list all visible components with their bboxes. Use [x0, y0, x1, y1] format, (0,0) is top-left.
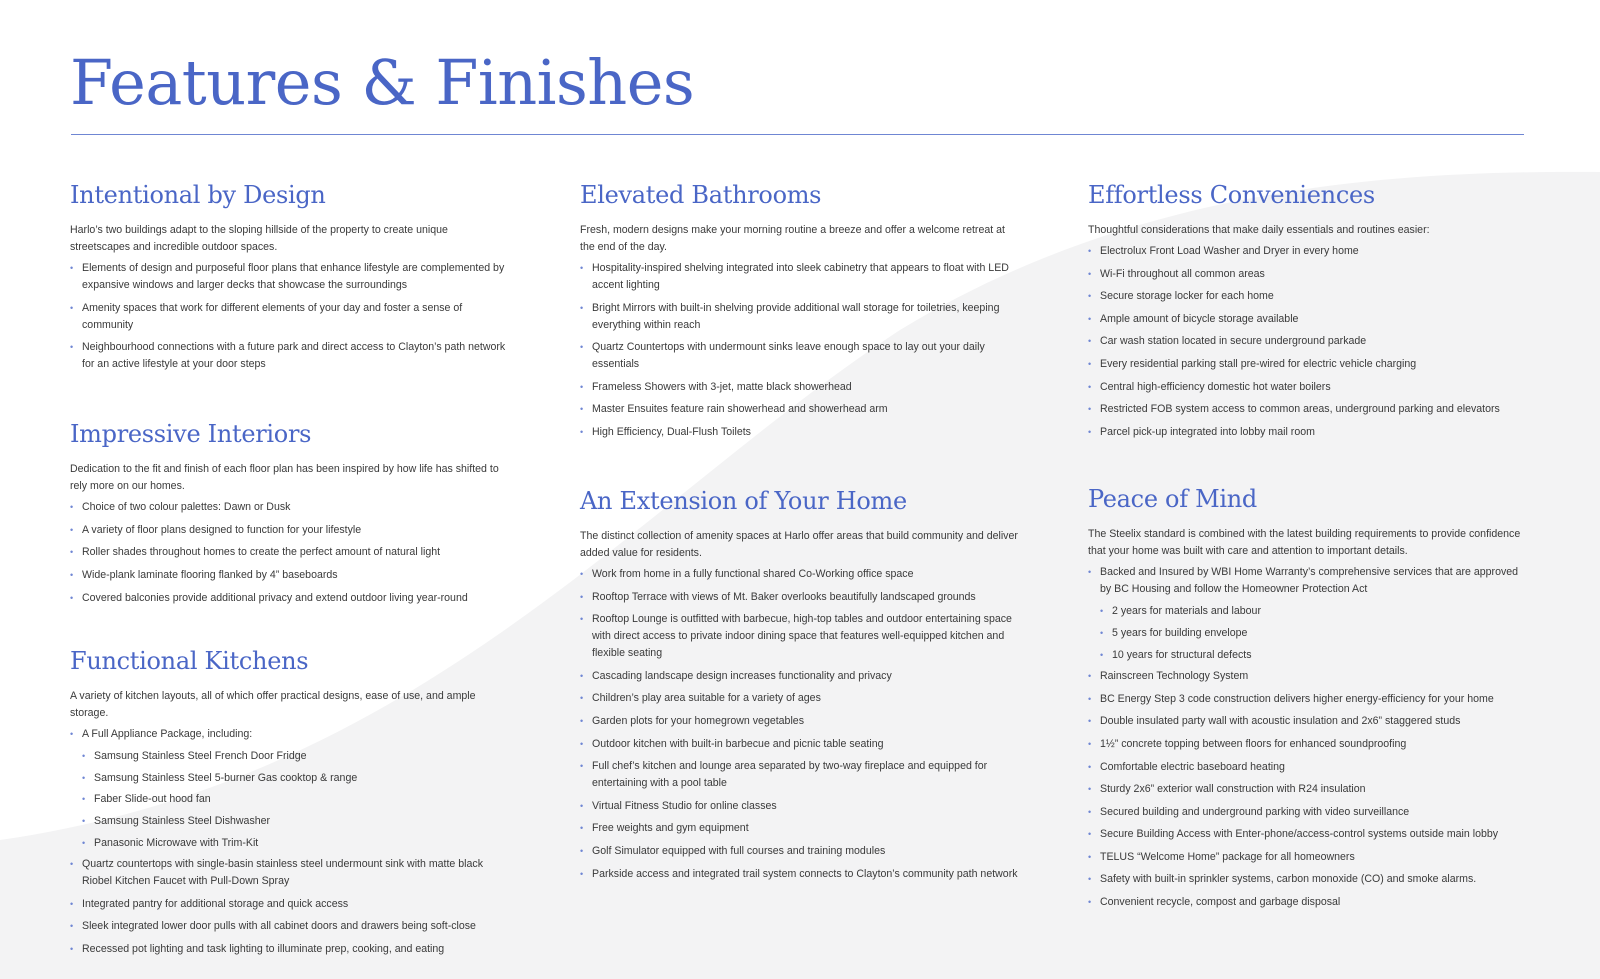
page-title: Features & Finishes — [70, 46, 695, 119]
section-intro: Fresh, modern designs make your morning routine a breeze and offer a welcome retreat at the end of the day. — [580, 224, 1005, 253]
list-item: • Backed and Insured by WBI Home Warranty’s comprehensive services that are approved by BC Housing and follow the Homeowner Protection Act — [1088, 564, 1528, 598]
section-intro: The Steelix standard is combined with the latest building requirements to provide confidence that your home was built with care and attention to important details. — [1088, 527, 1521, 557]
section-functional-kitchens — [70, 646, 508, 958]
sub-list-item: • Panasonic Microwave with Trim-Kit — [70, 835, 508, 852]
list-item: • Quartz countertops with single-basin stainless steel undermount sink with matte black Riobel Kitchen Faucet with Pull-Down Spray — [70, 856, 508, 890]
list-item: • Cascading landscape design increases functionality and privacy — [580, 668, 1018, 685]
list-item: • Master Ensuites feature rain showerhead and showerhead arm — [580, 401, 1018, 418]
feature-list — [580, 260, 1018, 441]
list-item: • Comfortable electric baseboard heating — [1088, 759, 1528, 776]
section-elevated-bathrooms — [580, 180, 1018, 441]
list-item: • BC Energy Step 3 code construction delivers higher energy-efficiency for your home — [1088, 691, 1528, 708]
list-item: • 1½” concrete topping between floors for enhanced soundproofing — [1088, 736, 1528, 753]
list-item: • TELUS “Welcome Home” package for all homeowners — [1088, 849, 1528, 866]
list-item: • Children’s play area suitable for a variety of ages — [580, 690, 1018, 707]
section-extension-of-your-home — [580, 486, 1018, 883]
list-item: • Car wash station located in secure underground parkade — [1088, 333, 1528, 350]
list-item: • Hospitality-inspired shelving integrated into sleek cabinetry that appears to float with LED accent lighting — [580, 260, 1018, 294]
list-item: • Parkside access and integrated trail system connects to Clayton’s community path network — [580, 866, 1018, 883]
list-item: • Sturdy 2x6” exterior wall construction with R24 insulation — [1088, 781, 1528, 798]
section-effortless-conveniences — [1088, 180, 1528, 441]
list-item: • Rainscreen Technology System — [1088, 668, 1528, 685]
column-3 — [1088, 180, 1528, 917]
section-intro: A variety of kitchen layouts, all of which offer practical designs, ease of use, and ample storage. — [70, 689, 476, 719]
list-item: • Electrolux Front Load Washer and Dryer in every home — [1088, 243, 1528, 260]
section-intro: Dedication to the fit and finish of each floor plan has been inspired by how life has shifted to rely more on our homes. — [70, 463, 499, 493]
list-item: • Work from home in a fully functional shared Co-Working office space — [580, 566, 1018, 583]
list-item: • Covered balconies provide additional privacy and extend outdoor living year-round — [70, 590, 508, 607]
sub-list-item: • 2 years for materials and labour — [1088, 603, 1528, 620]
list-item: • Safety with built-in sprinkler systems, carbon monoxide (CO) and smoke alarms. — [1088, 871, 1528, 888]
section-heading: Impressive Interiors — [70, 420, 312, 449]
feature-list — [580, 566, 1018, 883]
section-intro: Thoughtful considerations that make daily essentials and routines easier: — [1088, 224, 1430, 236]
list-item: • High Efficiency, Dual-Flush Toilets — [580, 424, 1018, 441]
sub-list-item: • Samsung Stainless Steel French Door Fridge — [70, 748, 508, 765]
list-item: • Sleek integrated lower door pulls with all cabinet doors and drawers being soft-close — [70, 918, 508, 935]
list-item: • Golf Simulator equipped with full courses and training modules — [580, 843, 1018, 860]
list-item: • Every residential parking stall pre-wired for electric vehicle charging — [1088, 356, 1528, 373]
section-heading: An Extension of Your Home — [580, 486, 907, 515]
list-item: • A variety of floor plans designed to function for your lifestyle — [70, 522, 508, 539]
section-heading: Functional Kitchens — [70, 646, 309, 675]
list-item: • Secure storage locker for each home — [1088, 288, 1528, 305]
list-item: • Neighbourhood connections with a future park and direct access to Clayton’s path network for an active lifestyle at your door steps — [70, 339, 508, 373]
list-item: • Wi-Fi throughout all common areas — [1088, 266, 1528, 283]
feature-list — [1088, 564, 1528, 911]
section-heading: Elevated Bathrooms — [580, 181, 822, 209]
list-item: • Rooftop Lounge is outfitted with barbecue, high-top tables and outdoor entertaining space with direct access to private indoor dining space that features well-equipped kitchen and flexible seating — [580, 611, 1018, 662]
section-heading: Effortless Conveniences — [1088, 181, 1375, 209]
list-item: • Recessed pot lighting and task lighting to illuminate prep, cooking, and eating — [70, 941, 508, 958]
section-intro: Harlo’s two buildings adapt to the sloping hillside of the property to create unique streetscapes and incredible outdoor spaces. — [70, 224, 448, 253]
feature-list — [70, 499, 508, 606]
sub-list-item: • Samsung Stainless Steel 5-burner Gas cooktop & range — [70, 770, 508, 787]
list-item: • Frameless Showers with 3-jet, matte black showerhead — [580, 379, 1018, 396]
list-item: • Secured building and underground parking with video surveillance — [1088, 804, 1528, 821]
list-item: • Double insulated party wall with acoustic insulation and 2x6” staggered studs — [1088, 713, 1528, 730]
list-item: • Integrated pantry for additional storage and quick access — [70, 896, 508, 913]
list-item: • Elements of design and purposeful floor plans that enhance lifestyle are complemented by expansive windows and larger decks that showcase the surroundings — [70, 260, 508, 294]
sub-list-item: • 10 years for structural defects — [1088, 647, 1528, 664]
list-item: • A Full Appliance Package, including: — [70, 726, 508, 743]
list-item: • Convenient recycle, compost and garbage disposal — [1088, 894, 1528, 911]
list-item: • Rooftop Terrace with views of Mt. Baker overlooks beautifully landscaped grounds — [580, 589, 1018, 606]
list-item: • Garden plots for your homegrown vegetables — [580, 713, 1018, 730]
list-item: • Secure Building Access with Enter-phone/access-control systems outside main lobby — [1088, 826, 1528, 843]
section-heading: Intentional by Design — [70, 181, 326, 209]
section-peace-of-mind — [1088, 484, 1528, 911]
section-intentional-by-design — [70, 180, 508, 373]
list-item: • Outdoor kitchen with built-in barbecue and picnic table seating — [580, 736, 1018, 753]
list-item: • Central high-efficiency domestic hot water boilers — [1088, 379, 1528, 396]
list-item: • Parcel pick-up integrated into lobby mail room — [1088, 424, 1528, 441]
feature-list — [70, 726, 508, 958]
list-item: • Free weights and gym equipment — [580, 820, 1018, 837]
sub-list-item: • 5 years for building envelope — [1088, 625, 1528, 642]
section-intro: The distinct collection of amenity spaces at Harlo offer areas that build community and deliver added value for residents. — [580, 529, 1018, 559]
list-item: • Choice of two colour palettes: Dawn or Dusk — [70, 499, 508, 516]
section-heading: Peace of Mind — [1088, 484, 1257, 513]
list-item: • Wide-plank laminate flooring flanked by 4” baseboards — [70, 567, 508, 584]
list-item: • Full chef’s kitchen and lounge area separated by two-way fireplace and equipped for entertaining with a pool table — [580, 758, 1018, 792]
list-item: • Bright Mirrors with built-in shelving provide additional wall storage for toiletries, keeping everything within reach — [580, 300, 1018, 334]
sub-list-item: • Samsung Stainless Steel Dishwasher — [70, 813, 508, 830]
column-1 — [70, 180, 508, 964]
title-divider — [71, 134, 1524, 135]
column-2 — [580, 180, 1018, 888]
list-item: • Roller shades throughout homes to create the perfect amount of natural light — [70, 544, 508, 561]
list-item: • Amenity spaces that work for different elements of your day and foster a sense of community — [70, 300, 508, 334]
list-item: • Ample amount of bicycle storage available — [1088, 311, 1528, 328]
list-item: • Restricted FOB system access to common areas, underground parking and elevators — [1088, 401, 1528, 418]
section-impressive-interiors — [70, 419, 508, 606]
feature-list — [70, 260, 508, 373]
list-item: • Quartz Countertops with undermount sinks leave enough space to lay out your daily essentials — [580, 339, 1018, 373]
feature-list — [1088, 243, 1528, 441]
sub-list-item: • Faber Slide-out hood fan — [70, 791, 508, 808]
list-item: • Virtual Fitness Studio for online classes — [580, 798, 1018, 815]
